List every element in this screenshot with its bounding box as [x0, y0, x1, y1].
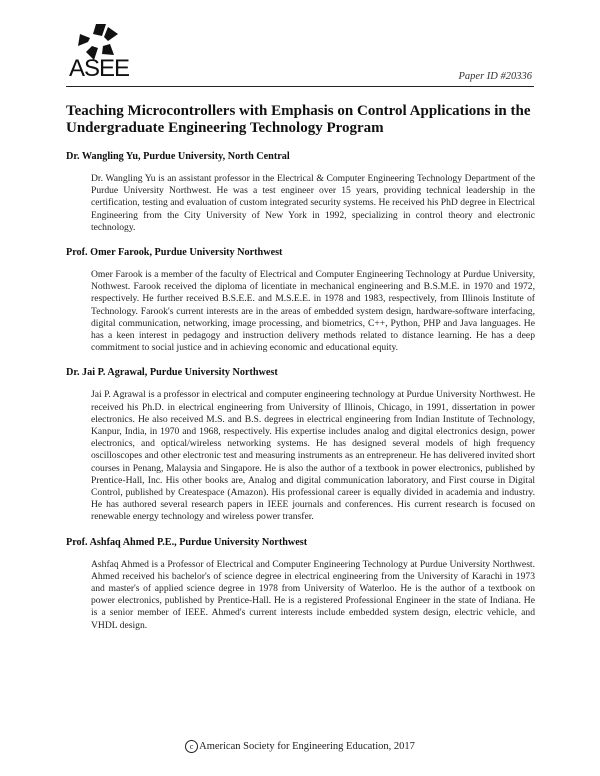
author-heading: Prof. Omer Farook, Purdue University Northwest	[66, 247, 283, 259]
author-bio	[66, 246, 535, 354]
author-bio	[66, 150, 535, 234]
footer-text: American Society for Engineering Education, 2017	[199, 740, 415, 752]
logo-wordmark: ASEE	[68, 55, 130, 82]
author-biography: Ashfaq Ahmed is a Professor of Electrical and Computer Engineering Technology at Purdue University Northwest. Ahmed received his bachelor's of science degree in electrical engineering from the University of Karachi in 1973 and master's of applied science degree in 1978 from University of Waterloo. He is the author of a textbook on power electronics, published by Prentice-Hall. He is a registered Professional Engineer in the state of Indiana. He is a senior member of IEEE. Ahmed's current interests include embedded system design, electric vehicle, and VHDL design.	[91, 558, 535, 631]
author-bio	[66, 536, 535, 632]
copyright-icon: c	[185, 740, 198, 753]
author-biography: Omer Farook is a member of the faculty of Electrical and Computer Engineering Technology at Purdue University, Nothwest. Farook received the diploma of licentiate in mechanical engineering and B.S.M.E. in 1970 and 1972, respectively. He further received B.S.E.E. and M.S.E.E. in 1978 and 1983, respectively, from Illinois Institute of Technology. Farook's current interests are in the areas of embedded system design, hardware-software interfacing, digital communication, networking, image processing, and biometrics, C++, Python, PHP and Java languages. He has a keen interest in pedagogy and instruction delivery methods related to distance learning. He has a deep commitment to social justice and in achieving economic and educational equity.	[91, 269, 535, 354]
paper-title: Teaching Microcontrollers with Emphasis on Control Applications in the Undergraduate Engineering Technology Program	[66, 103, 531, 136]
author-heading: Prof. Ashfaq Ahmed P.E., Purdue University Northwest	[66, 536, 308, 548]
author-heading: Dr. Wangling Yu, Purdue University, North Central	[66, 151, 290, 162]
paper-id: Paper ID #20336	[458, 71, 532, 82]
author-biography: Dr. Wangling Yu is an assistant professor in the Electrical & Computer Engineering Technology Department of the Purdue University Northwest. He was a test engineer over 15 years, providing technical leadership in the certification, testing and evaluation of custom integrated security systems. He received his PhD degree in Electrical Engineering from the City University of New York in 1992, specializing in control theory and electronic technology.	[91, 173, 535, 233]
author-heading: Dr. Jai P. Agrawal, Purdue University Northwest	[66, 367, 278, 379]
author-biography: Jai P. Agrawal is a professor in electrical and computer engineering technology at Purdue University Northwest. He received his Ph.D. in electrical engineering from University of Illinois, Chicago, in 1991, dissertation in power electronics. He also received M.S. and B.S. degrees in electrical engineering from Indian Institute of Technology, Kanpur, India, in 1970 and 1968, respectively. His expertise includes analog and digital electronics design, power electronics, and optical/wireless networking systems. He has designed several models of high frequency oscilloscopes and other electronic test and measuring instruments as an entrepreneur. He has delivered invited short courses in Penang, Malaysia and Singapore. He is also the author of a textbook in power electronics, published by Prentice-Hall, Inc. His other books are, Analog and digital communication laboratory, and First course in Digital Control, published by Createspace (Amazon). His professional career is equally divided in academia and industry. He has authored several research papers in IEEE journals and conferences. His current research is focused on renewable energy technology and wireless power transfer.	[91, 389, 535, 523]
header-rule	[66, 86, 534, 87]
author-bio	[66, 366, 535, 523]
copyright-footer	[0, 740, 600, 753]
author-bios	[66, 150, 535, 644]
